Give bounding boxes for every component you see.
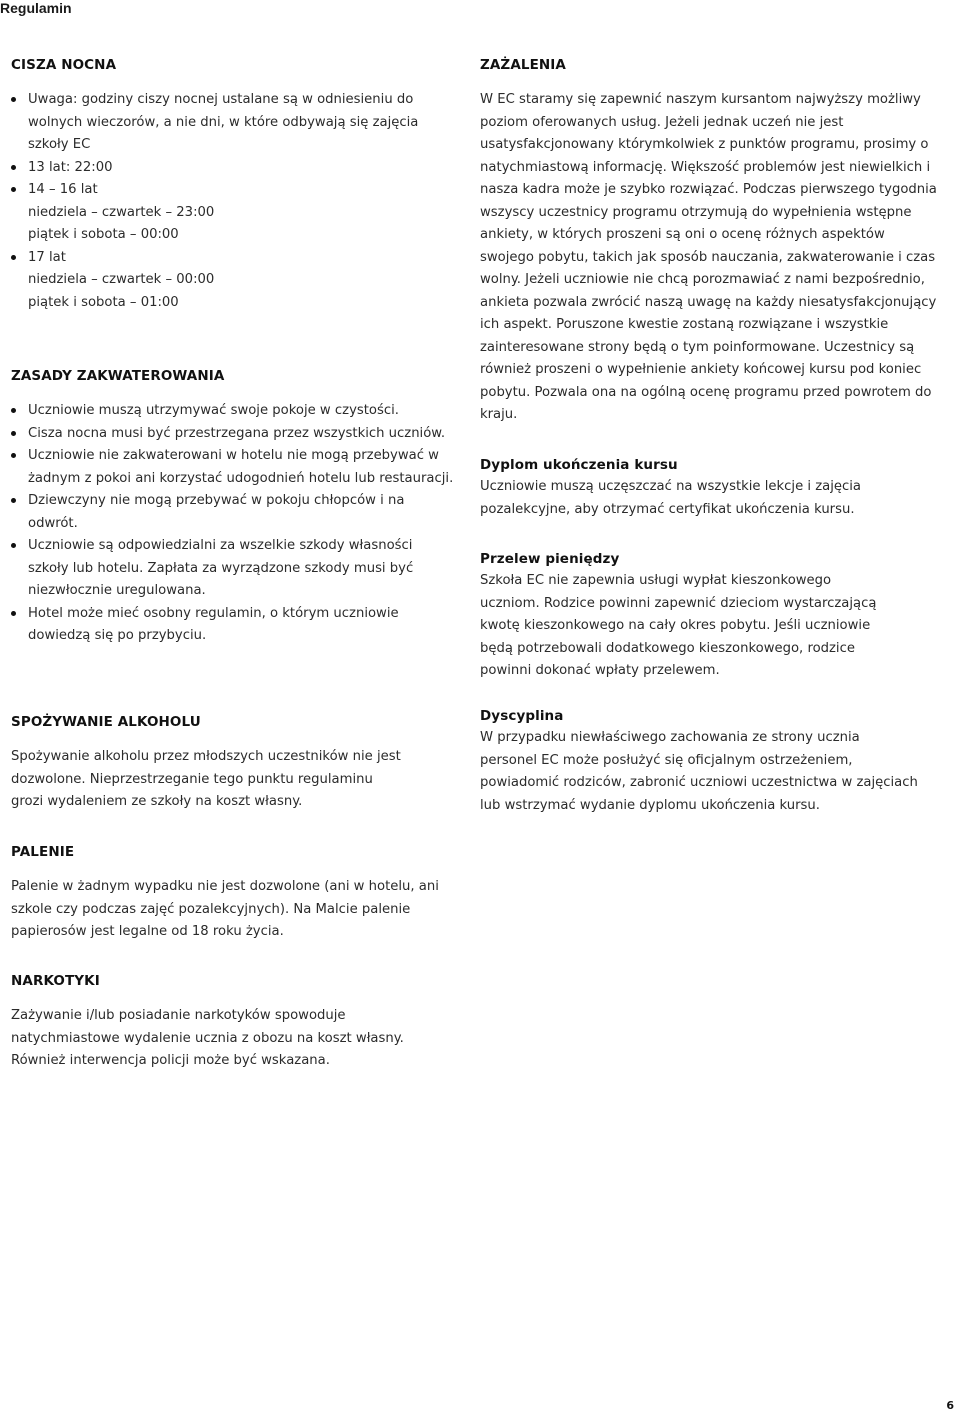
drugs-text: Zażywanie i/lub posiadanie narkotyków spowoduje natychmiastowe wydalenie ucznia z obozu na koszt własny. Również interwencja policji może być wskazana. [11,1008,404,1068]
quiet-note: Uwaga: godziny ciszy nocnej ustalane są w odniesieniu do wolnych wieczorów, a nie dni, w które odbywają się zajęcia szkoły EC [28,92,419,152]
list-item [11,400,456,423]
quiet-age-14-weekend: piątek i sobota – 00:00 [28,227,179,242]
complaints-heading: ZAŻALENIA [480,57,566,73]
quiet-hours-heading: CISZA NOCNA [11,57,117,73]
alcohol-heading: SPOŻYWANIE ALKOHOLU [11,714,201,730]
quiet-age-14-weekday: niedziela – czwartek – 23:00 [28,204,215,220]
transfers-section [480,549,880,683]
accommodation-heading: ZASADY ZAKWATEROWANIA [11,368,225,384]
alcohol-text: Spożywanie alkoholu przez młodszych uczestników nie jest dozwolone. Nieprzestrzeganie tego punktu regulaminu grozi wydaleniem ze szkoły na koszt własny. [11,749,401,809]
list-item [11,157,451,180]
smoking-section [11,842,441,944]
list-item [11,89,451,157]
rule-text: Hotel może mieć osobny regulamin, o którym uczniowie dowiedzą się po przybyciu. [28,605,399,643]
page-title: Regulamin [0,0,72,16]
complaints-text: W EC staramy się zapewnić naszym kursantom najwyższy możliwy poziom oferowanych usług. Jeżeli jednak uczeń nie jest usatysfakcjonowany którymkolwiek z punktów programu, prosimy o natychmiastową informację. Większość problemów jest niewielkich i nasza kadra może je szybko rozwiązać. Podczas pierwszego tygodnia wszyscy uczestnicy programu otrzymują do wypełnienia wstępne ankiety, w których proszeni są oni o ocenę różnych aspektów swojego pobytu, takich jak sposób nauczania, zakwaterowanie i czas wolny. Jeżeli uczniowie nie chcą porozmawiać z nami bezpośrednio, ankieta pozwala zwrócić naszą uwagę na każdy niesatysfakcjonujący ich aspekt. Poruszone kwestie zostaną rozwiązane i wszystkie zainteresowane strony będą o tym poinformowane. Uczestnicy są również proszeni o wypełnienie ankiety końcowej kursu pod koniec pobytu. Pozwala ona na ogólną ocenę programu przed powrotem do kraju. [480,92,937,422]
complaints-section [480,55,940,427]
page-number: 6 [946,1399,954,1412]
discipline-text: W przypadku niewłaściwego zachowania ze strony ucznia personel EC może posłużyć się oficjalnym ostrzeżeniem, powiadomić rodziców, zabronić uczniowi uczestnictwa w zajęciach lub wstrzymać wydanie dyplomu ukończenia kursu. [480,730,918,813]
quiet-age-13: 13 lat: 22:00 [28,159,113,175]
discipline-heading: Dyscyplina [480,708,564,724]
list-item [11,423,456,446]
list-item [11,535,456,603]
quiet-age-17-weekend: piątek i sobota – 01:00 [28,294,179,310]
quiet-hours-list [11,89,451,314]
diploma-heading: Dyplom ukończenia kursu [480,457,678,473]
transfers-text: Szkoła EC nie zapewnia usługi wypłat kieszonkowego uczniom. Rodzice powinni zapewnić dzieciom wystarczającą kwotę kieszonkowego na cały okres pobytu. Jeśli uczniowie będą potrzebowali dodatkowego kieszonkowego, rodzice powinni dokonać wpłaty przelewem. [480,573,877,678]
quiet-age-14-16: 14 – 16 lat [28,182,98,197]
accommodation-list [11,400,456,648]
quiet-age-17: 17 lat [28,249,66,265]
rule-text: Uczniowie są odpowiedzialni za wszelkie szkody własności szkoły lub hotelu. Zapłata za wyrządzone szkody musi być niezwłocznie uregulowana. [28,538,414,598]
accommodation-section [11,366,456,648]
discipline-section [480,706,920,817]
drugs-section [11,971,406,1073]
list-item [11,247,451,315]
rule-text: Uczniowie muszą utrzymywać swoje pokoje w czystości. [28,403,399,418]
alcohol-section [11,712,406,814]
list-item [11,445,456,490]
list-item [11,603,456,648]
smoking-heading: PALENIE [11,844,75,860]
rule-text: Uczniowie nie zakwaterowani w hotelu nie mogą przebywać w żadnym z pokoi ani korzystać udogodnień hotelu lub restauracji. [28,448,454,486]
smoking-text: Palenie w żadnym wypadku nie jest dozwolone (ani w hotelu, ani szkole czy podczas zajęć pozalekcyjnych). Na Malcie palenie papierosów jest legalne od 18 roku życia. [11,879,439,939]
rule-text: Dziewczyny nie mogą przebywać w pokoju chłopców i na odwrót. [28,493,405,531]
list-item [11,179,451,247]
list-item [11,490,456,535]
diploma-section [480,455,880,521]
transfers-heading: Przelew pieniędzy [480,551,620,567]
quiet-age-17-weekday: niedziela – czwartek – 00:00 [28,272,215,287]
rule-text: Cisza nocna musi być przestrzegana przez wszystkich uczniów. [28,425,446,441]
drugs-heading: NARKOTYKI [11,973,100,989]
diploma-text: Uczniowie muszą uczęszczać na wszystkie lekcje i zajęcia pozalekcyjne, aby otrzymać certyfikat ukończenia kursu. [480,479,862,517]
quiet-hours-section [11,55,451,314]
